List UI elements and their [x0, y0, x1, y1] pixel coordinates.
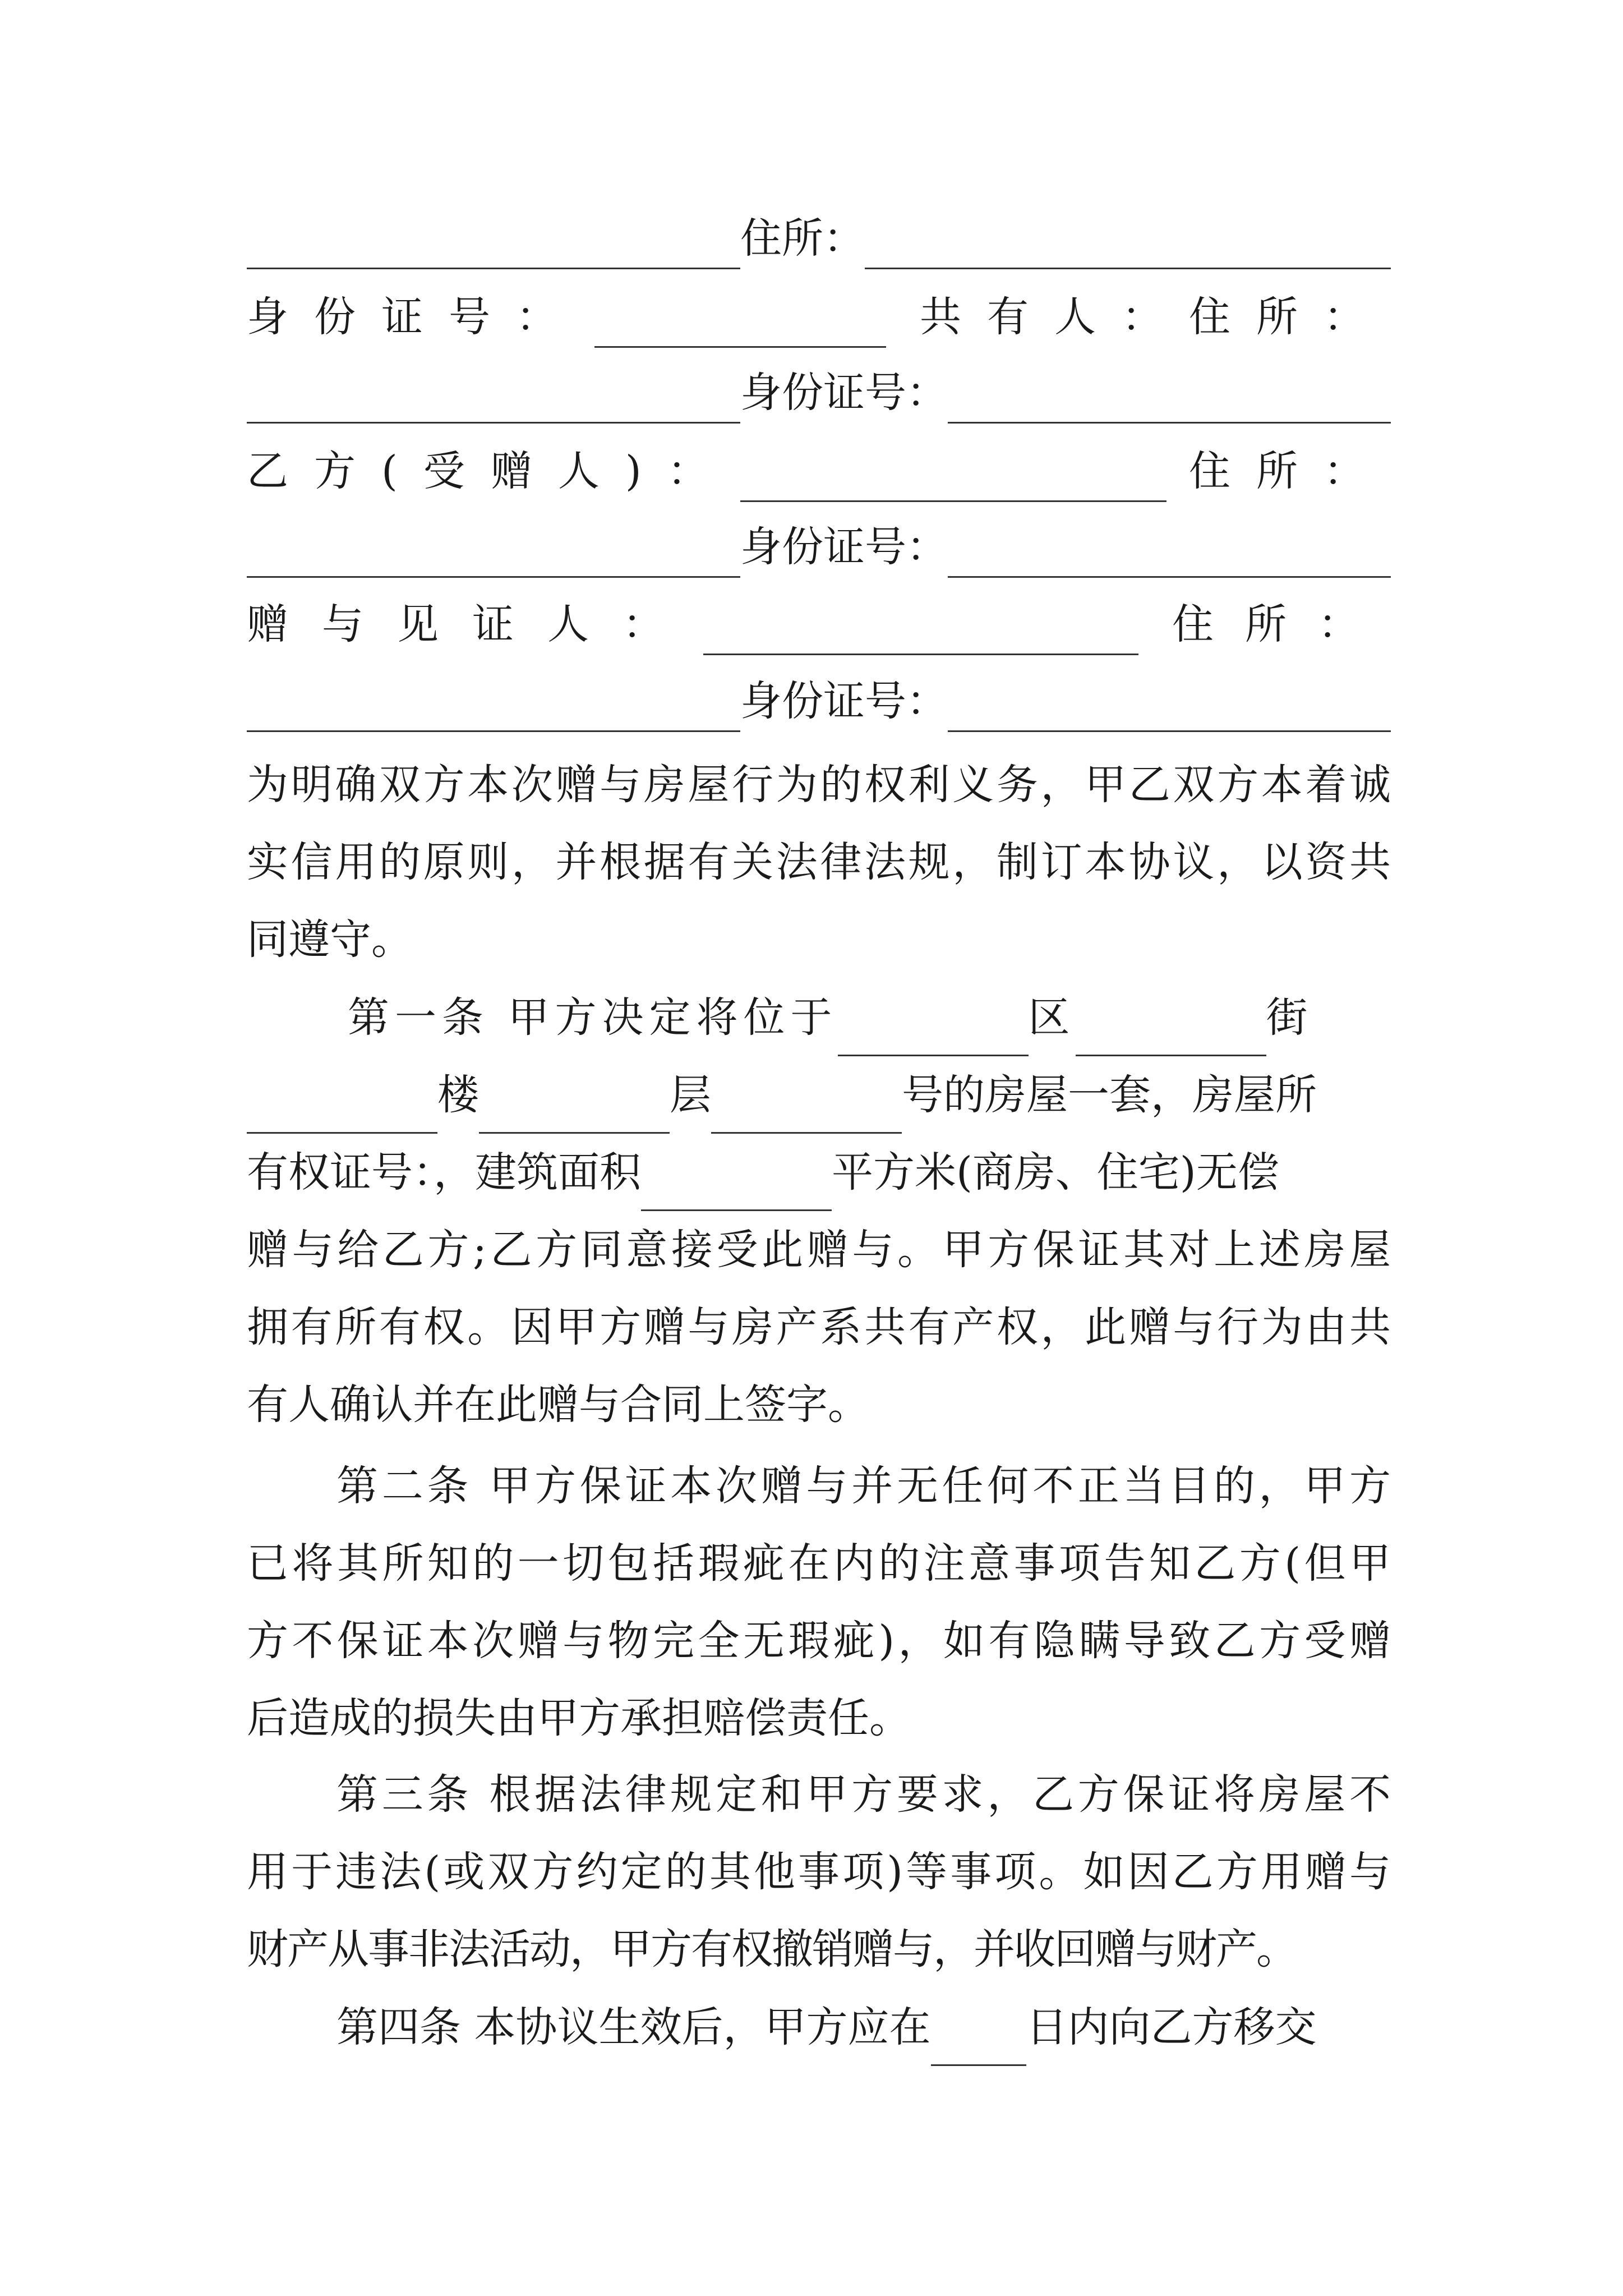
id-coowner-row — [247, 286, 1391, 348]
article-3-line: 财产从事非法活动，甲方有权撤销赠与，并收回赠与财产。 — [247, 1925, 1297, 1973]
id-label: 身份证号： — [247, 293, 583, 341]
preamble-line: 同遵守。 — [247, 915, 413, 964]
article-2-line: 后造成的损失由甲方承担赔偿责任。 — [247, 1694, 911, 1742]
article-2 — [247, 1447, 1391, 1757]
article-1-line-3 — [247, 1134, 1391, 1211]
witness-name-blank[interactable] — [703, 610, 1138, 655]
party-b-id-row — [247, 516, 1391, 578]
residence-label: 住所： — [740, 214, 865, 263]
party-b-row — [247, 440, 1391, 502]
floor-blank[interactable] — [479, 1076, 670, 1134]
article-1-part-5: 层 — [670, 1071, 711, 1119]
co-owner-label: 共有人：住所： — [920, 293, 1391, 341]
number-blank[interactable] — [711, 1076, 902, 1134]
party-a-residence-row — [247, 208, 1391, 269]
residence-label-2: 住所： — [1189, 447, 1391, 495]
preamble — [247, 746, 1391, 978]
article-4 — [247, 1989, 1391, 2066]
article-2-line: 方不保证本次赠与物完全无瑕疵)，如有隐瞒导致乙方受赠 — [247, 1617, 1391, 1665]
article-4-part-2: 日内向乙方移交 — [1026, 2003, 1317, 2051]
article-1-part-1: 第一条 甲方决定将位于 — [348, 993, 838, 1042]
party-b-name-blank[interactable] — [740, 457, 1166, 502]
witness-id-blank[interactable] — [948, 687, 1391, 732]
article-4-line-1 — [247, 1989, 1391, 2066]
days-blank[interactable] — [931, 2008, 1026, 2066]
id-label-3: 身份证号： — [740, 523, 948, 571]
residence-blank[interactable] — [865, 224, 1391, 269]
residence-label-3: 住所： — [1172, 600, 1391, 648]
article-2-line: 已将其所知的一切包括瑕疵在内的注意事项告知乙方(但甲 — [247, 1539, 1391, 1588]
id-label-4: 身份证号： — [740, 677, 948, 725]
id-label-2: 身份证号： — [740, 369, 948, 417]
id-blank[interactable] — [594, 302, 886, 348]
article-2-line: 第二条 甲方保证本次赠与并无任何不正当目的，甲方 — [336, 1462, 1391, 1510]
article-1-part-2: 区 — [1028, 993, 1076, 1042]
article-1-line-2 — [247, 1056, 1391, 1134]
preamble-line: 为明确双方本次赠与房屋行为的权利义务，甲乙双方本着诚 — [247, 761, 1391, 809]
article-4-part-1: 第四条 本协议生效后，甲方应在 — [336, 2003, 931, 2051]
name-blank[interactable] — [247, 224, 740, 269]
district-blank[interactable] — [838, 999, 1029, 1056]
witness-label: 赠与见证人： — [247, 600, 698, 648]
article-1-line-3b: 平方米(商房、住宅)无偿 — [832, 1148, 1279, 1197]
co-owner-id-blank[interactable] — [948, 378, 1391, 424]
witness-residence-blank[interactable] — [247, 687, 740, 732]
preamble-line: 实信用的原则，并根据有关法律法规，制订本协议，以资共 — [247, 838, 1391, 886]
street-blank[interactable] — [1076, 999, 1266, 1056]
article-3-line: 第三条 根据法律规定和甲方要求，乙方保证将房屋不 — [336, 1770, 1391, 1819]
party-b-label: 乙方(受赠人)： — [247, 447, 735, 495]
article-3-line: 用于违法(或双方约定的其他事项)等事项。如因乙方用赠与 — [247, 1848, 1391, 1896]
article-1-part-4: 楼 — [437, 1071, 479, 1119]
party-b-residence-blank[interactable] — [247, 532, 740, 578]
article-1-part-3: 街 — [1266, 993, 1313, 1042]
article-1-part-6: 号的房屋一套，房屋所 — [902, 1071, 1317, 1119]
article-1 — [247, 979, 1391, 1443]
article-1-line: 赠与给乙方;乙方同意接受此赠与。甲方保证其对上述房屋 — [247, 1226, 1391, 1274]
witness-id-row — [247, 670, 1391, 732]
co-owner-residence-blank[interactable] — [247, 378, 740, 424]
article-1-line: 有人确认并在此赠与合同上签字。 — [247, 1381, 869, 1429]
building-blank[interactable] — [247, 1076, 437, 1134]
article-1-line: 拥有所有权。因甲方赠与房产系共有产权，此赠与行为由共 — [247, 1303, 1391, 1351]
witness-row — [247, 593, 1391, 655]
party-b-id-blank[interactable] — [948, 532, 1391, 578]
article-3 — [247, 1756, 1391, 1988]
article-1-line-1 — [247, 979, 1391, 1056]
co-owner-id-row — [247, 362, 1391, 424]
area-blank[interactable] — [641, 1153, 832, 1211]
article-1-line-3a: 有权证号：，建筑面积 — [247, 1148, 641, 1197]
